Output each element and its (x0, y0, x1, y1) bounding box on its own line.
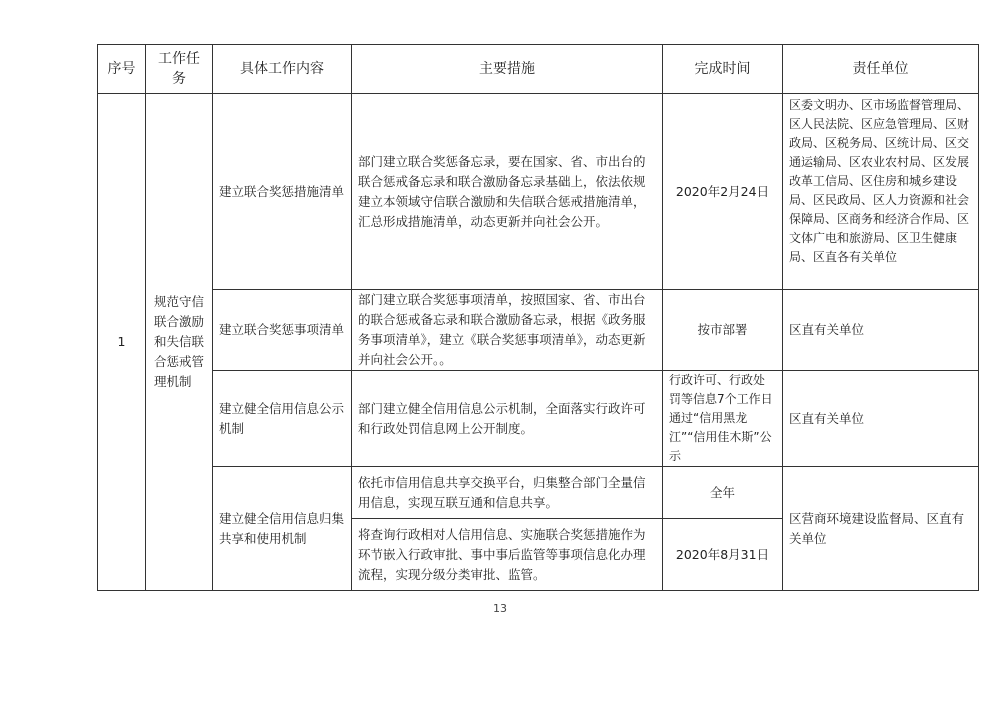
measure-cell: 将查询行政相对人信用信息、实施联合奖惩措施作为环节嵌入行政审批、事中事后监管等事项信息化办理流程，实现分级分类审批、监管。 (352, 519, 663, 591)
time-cell: 行政许可、行政处罚等信息7个工作日通过“信用黑龙江”“信用佳木斯”公示 (663, 371, 783, 467)
header-seq: 序号 (98, 45, 146, 94)
header-time: 完成时间 (663, 45, 783, 94)
content-cell: 建立联合奖惩措施清单 (213, 94, 352, 290)
header-unit: 责任单位 (783, 45, 979, 94)
content-cell: 建立联合奖惩事项清单 (213, 290, 352, 371)
unit-cell: 区营商环境建设监督局、区直有关单位 (783, 467, 979, 591)
table-row (98, 371, 979, 467)
task-cell: 规范守信联合激励和失信联合惩戒管理机制 (146, 94, 213, 591)
unit-cell: 区委文明办、区市场监督管理局、区人民法院、区应急管理局、区财政局、区税务局、区统计局、区交通运输局、区农业农村局、区发展改革工信局、区住房和城乡建设局、区民政局、区人力资源和社会保障局、区商务和经济合作局、区文体广电和旅游局、区卫生健康局、区直各有关单位 (783, 94, 979, 290)
content-cell: 建立健全信用信息归集共享和使用机制 (213, 467, 352, 591)
work-table (97, 44, 979, 591)
measure-cell: 依托市信用信息共享交换平台，归集整合部门全量信用信息，实现互联互通和信息共享。 (352, 467, 663, 519)
seq-cell: 1 (98, 94, 146, 591)
measure-cell: 部门建立健全信用信息公示机制，全面落实行政许可和行政处罚信息网上公开制度。 (352, 371, 663, 467)
time-cell: 按市部署 (663, 290, 783, 371)
measure-cell: 部门建立联合奖惩事项清单，按照国家、省、市出台的联合惩戒备忘录和联合激励备忘录，根据《政务服务事项清单》，建立《联合奖惩事项清单》，动态更新并向社会公开。。 (352, 290, 663, 371)
unit-cell: 区直有关单位 (783, 290, 979, 371)
time-cell: 2020年8月31日 (663, 519, 783, 591)
header-row (98, 45, 979, 94)
table-row (98, 94, 979, 290)
content-cell: 建立健全信用信息公示机制 (213, 371, 352, 467)
header-task: 工作任务 (146, 45, 213, 94)
time-cell: 全年 (663, 467, 783, 519)
unit-cell: 区直有关单位 (783, 371, 979, 467)
page-number: 13 (493, 602, 507, 615)
table-row (98, 467, 979, 519)
header-measure: 主要措施 (352, 45, 663, 94)
measure-cell: 部门建立联合奖惩备忘录，要在国家、省、市出台的联合惩戒备忘录和联合激励备忘录基础上，依法依规建立本领域守信联合激励和失信联合惩戒措施清单，汇总形成措施清单，动态更新并向社会公开。 (352, 94, 663, 290)
time-cell: 2020年2月24日 (663, 94, 783, 290)
table-row (98, 290, 979, 371)
header-content: 具体工作内容 (213, 45, 352, 94)
